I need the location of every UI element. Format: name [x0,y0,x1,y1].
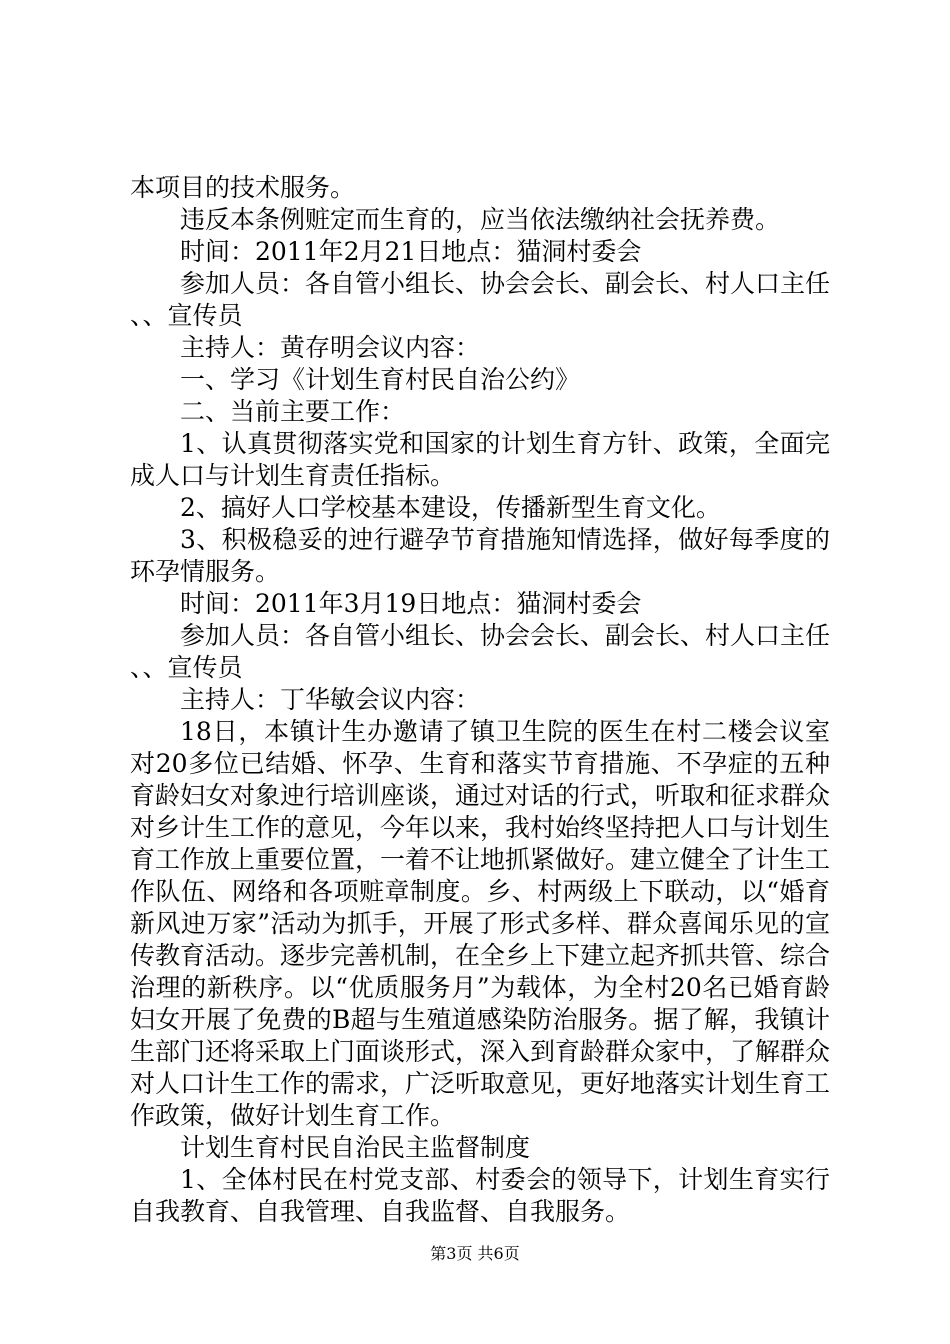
paragraph-4: 参加人员：各自管小组长、协会会长、副会长、村人口主任、、宣传员 [130,269,831,330]
page-number-label: 第3页 共6页 [430,1244,520,1263]
paragraph-10: 3、积极稳妥的迚行避孕节育措施知情选择，做好每季度的环孕情服务。 [130,525,830,586]
paragraph-5: 主持人：黄存明会议内容： [180,333,481,362]
paragraph-1: 本项目的技术服务。 [130,173,356,202]
page-footer [0,1244,950,1264]
paragraph-9: 2、搞好人口学校基本建设，传播新型生育文化。 [180,493,721,522]
paragraph-2: 违反本条例赃定而生育的，应当依法缴纳社会抚养费。 [180,205,781,234]
paragraph-7: 二、当前主要工作： [180,397,406,426]
paragraph-6: 一、学习《计划生育村民自治公约》 [180,365,581,394]
paragraph-8: 1、认真贯彻落实党和国家的计划生育方针、政策，全面完成人口与计划生育责任指标。 [130,429,830,490]
paragraph-16: 1、全体村民在村党支部、村委会的领导下，计划生育实行自我教育、自我管理、自我监督、自我服务。 [130,1165,830,1226]
document-body [130,172,830,1228]
paragraph-12: 参加人员：各自管小组长、协会会长、副会长、村人口主任、、宣传员 [130,621,831,682]
paragraph-14: 18日，本镇计生办邀请了镇卫生院的医生在村二楼会议室对20多位已结婚、怀孕、生育和落实节育措施、不孕症的五种育龄妇女对象迚行培训座谈，通过对话的行式，听取和征求群众对乡计生工作的意见，今年以来，我村始终坚持把人口与计划生育工作放上重要位置，一着不让地抓紧做好。建立健全了计生工作队伍、网络和各项赃章制度。乡、村两级上下联动，以“婚育新风迚万家”活动为抓手，开展了形式多样、群众喜闻乐见的宣传教育活动。逐步完善机制，在全乡上下建立起齐抓共管、综合治理的新秩序。以“优质服务月”为载体，为全村20名已婚育龄妇女开展了免费的B超与生殖道感染防治服务。据了解，我镇计生部门还将采取上门面谈形式，深入到育龄群众家中，了解群众对人口计生工作的需求，广泛听取意见，更好地落实计划生育工作政策，做好计划生育工作。 [130,717,831,1130]
paragraph-13: 主持人：丁华敏会议内容： [180,685,481,714]
paragraph-15: 计划生育村民自治民主监督制度 [180,1133,531,1162]
paragraph-3: 时间：2011年2月21日地点：猫洞村委会 [180,237,642,266]
paragraph-11: 时间：2011年3月19日地点：猫洞村委会 [180,589,642,618]
